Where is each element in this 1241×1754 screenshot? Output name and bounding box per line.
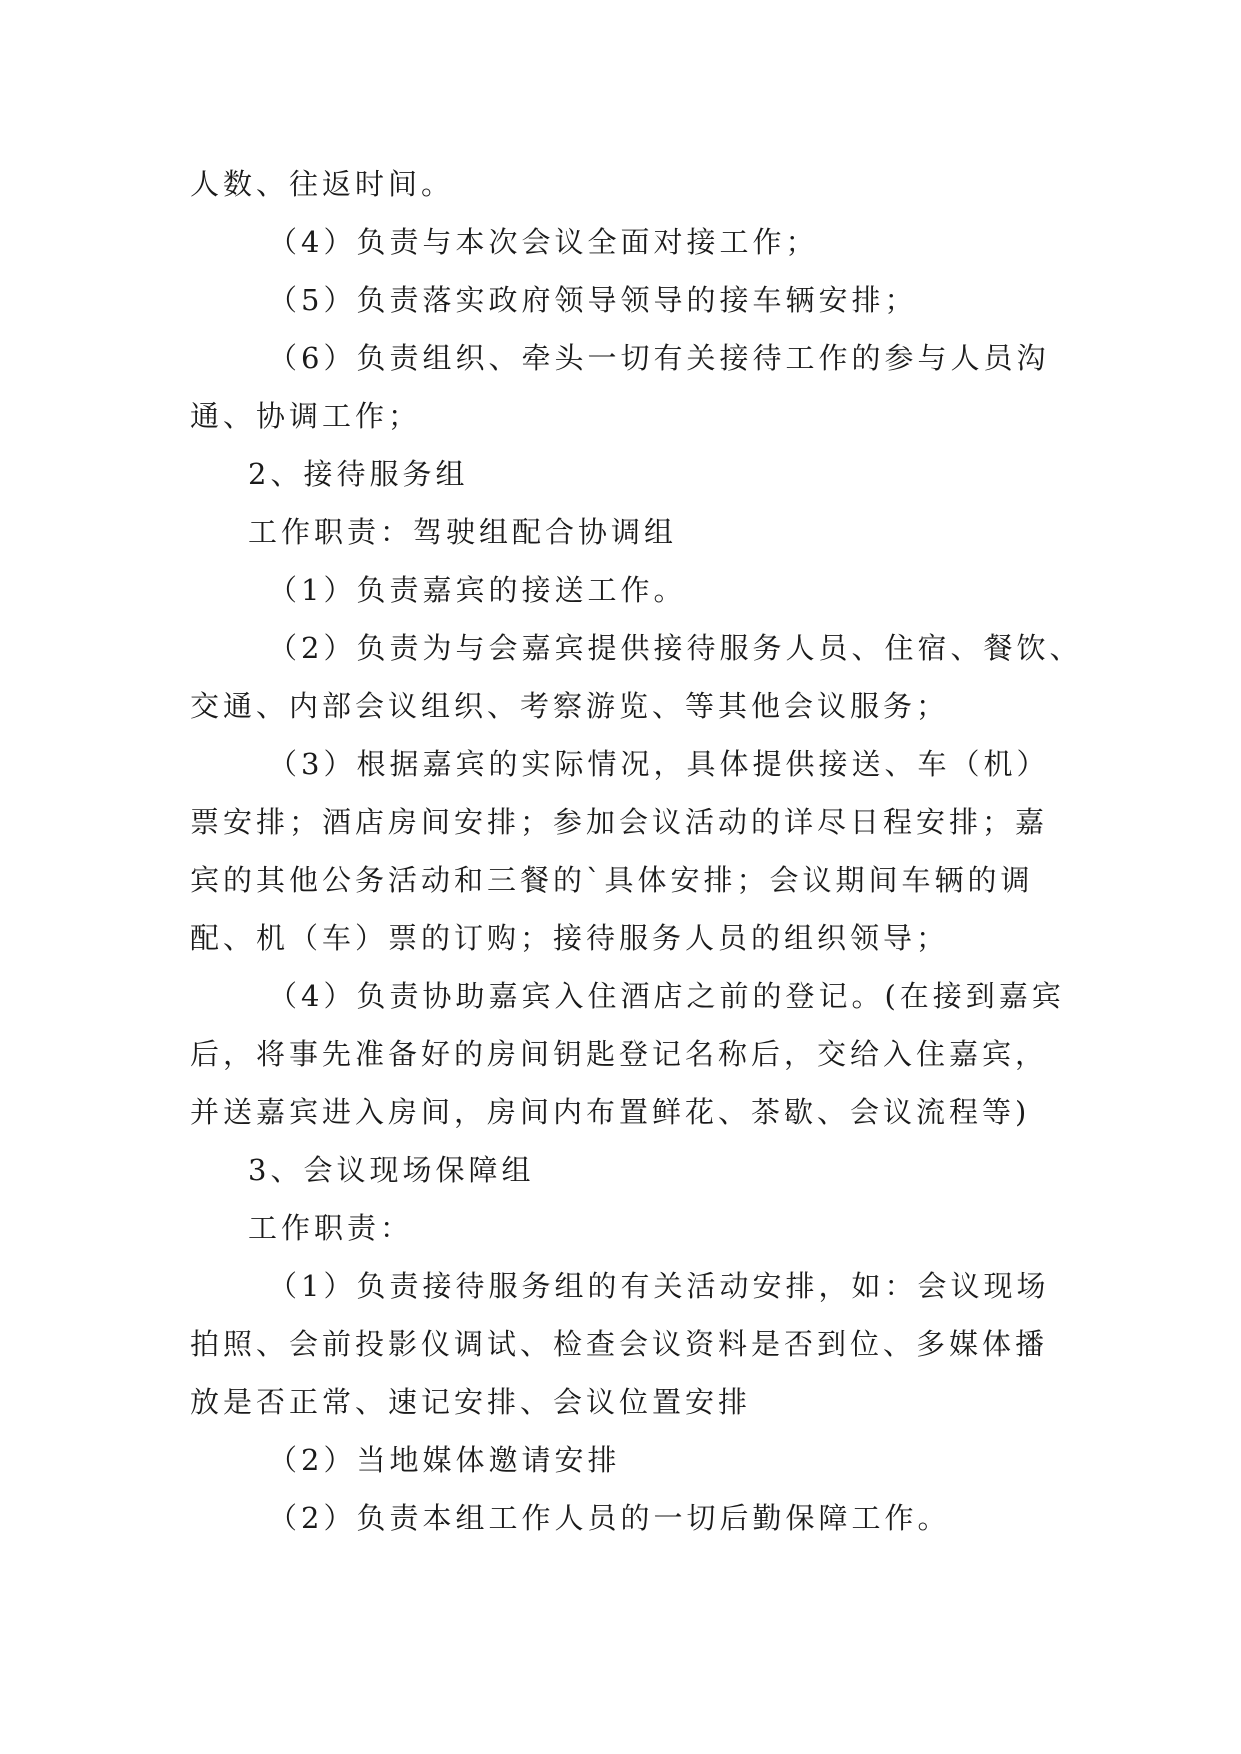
document-body — [190, 155, 1083, 1547]
text-line: 交通、内部会议组织、考察游览、等其他会议服务； — [190, 689, 950, 723]
text-line: 2、接待服务组 — [248, 457, 469, 491]
text-line: 通、协调工作； — [190, 399, 422, 433]
text-line: （2）当地媒体邀请安排 — [268, 1443, 621, 1477]
text-line: 并送嘉宾进入房间，房间内布置鲜花、茶歇、会议流程等) — [190, 1095, 1031, 1129]
text-line: 3、会议现场保障组 — [248, 1153, 535, 1187]
text-line: （2）负责为与会嘉宾提供接待服务人员、住宿、餐饮、 — [268, 631, 1083, 665]
text-line: （4）负责与本次会议全面对接工作； — [268, 225, 819, 259]
text-line: （1）负责接待服务组的有关活动安排，如：会议现场 — [268, 1269, 1050, 1303]
text-line: 拍照、会前投影仪调试、检查会议资料是否到位、多媒体播 — [190, 1327, 1049, 1361]
text-line: （5）负责落实政府领导领导的接车辆安排； — [268, 283, 918, 317]
text-line: （1）负责嘉宾的接送工作。 — [268, 573, 687, 607]
text-line: 配、机（车）票的订购；接待服务人员的组织领导； — [190, 921, 950, 955]
text-line: （4）负责协助嘉宾入住酒店之前的登记。(在接到嘉宾 — [268, 979, 1065, 1013]
text-line: 工作职责： — [248, 1211, 414, 1245]
text-line: 后，将事先准备好的房间钥匙登记名称后，交给入住嘉宾， — [190, 1037, 1049, 1071]
text-line: 宾的其他公务活动和三餐的`具体安排；会议期间车辆的调 — [190, 863, 1034, 897]
text-line: 工作职责：驾驶组配合协调组 — [248, 515, 678, 549]
text-line: 人数、往返时间。 — [190, 167, 455, 201]
text-line: 票安排；酒店房间安排；参加会议活动的详尽日程安排；嘉 — [190, 805, 1049, 839]
text-line: （6）负责组织、牵头一切有关接待工作的参与人员沟 — [268, 341, 1050, 375]
text-line: （2）负责本组工作人员的一切后勤保障工作。 — [268, 1501, 951, 1535]
text-line: 放是否正常、速记安排、会议位置安排 — [190, 1385, 752, 1419]
text-line: （3）根据嘉宾的实际情况，具体提供接送、车（机） — [268, 747, 1050, 781]
